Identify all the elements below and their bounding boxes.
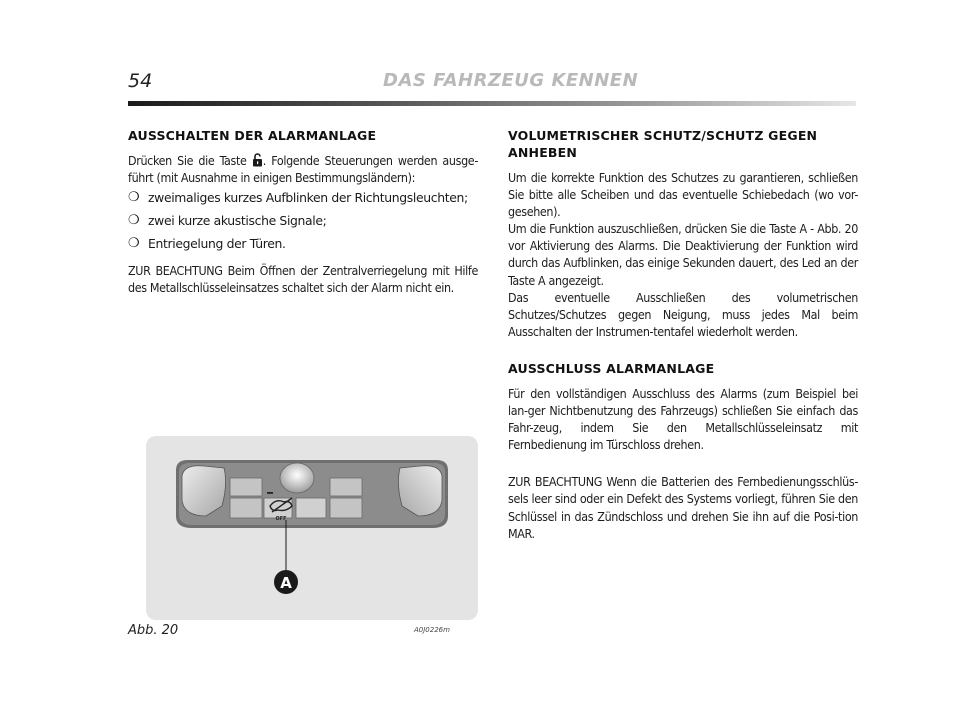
lock-open-icon [252, 153, 263, 167]
bullet-symbol: ❍ [128, 190, 140, 206]
paragraph: Um die korrekte Funktion des Schutzes zu garantieren, schließen Sie bitte alle Scheiben und das eventuelle Schiebedach (wo vor-gesehen). [508, 170, 858, 220]
running-head: DAS FAHRZEUG KENNEN [383, 70, 639, 91]
figure-caption: Abb. 20 [128, 623, 179, 638]
figure-code: A0J0226m [414, 626, 450, 634]
list-item-text: zweimaliges kurzes Aufblinken der Richtungsleuchten; [148, 190, 468, 206]
paragraph: Um die Funktion auszuschließen, drücken Sie die Taste A - Abb. 20 vor Aktivierung des Alarms. Die Deaktivierung der Funktion wird durch das Aufblinken, das einige Sekunden dauert, des Led an der Taste A angezeigt. [508, 221, 858, 288]
intro-paragraph [128, 152, 478, 186]
right-column [508, 127, 858, 542]
note-paragraph: ZUR BEACHTUNG Beim Öffnen der Zentralverriegelung mit Hilfe des Metallschlüsseleinsatzes schaltet sich der Alarm nicht ein. [128, 263, 478, 296]
header-rule [128, 101, 856, 106]
list-item-text: Entriegelung der Türen. [148, 236, 286, 252]
note-paragraph: ZUR BEACHTUNG Wenn die Batterien des Fernbedienungsschlüs-sels leer sind oder ein Defekt des Systems vorliegt, führen Sie den Schlüssel in das Zündschloss und drehen Sie ihn auf die Posi-tion MAR. [508, 474, 858, 541]
list-item [128, 189, 478, 206]
paragraph: Das eventuelle Ausschließen des volumetrischen Schutzes/Schutzes gegen Neigung, muss jedes Mal beim Ausschalten der Instrumen-tentafel wiederholt werden. [508, 289, 858, 339]
intro-text-after-icon: . Folgende Steuerungen werden ausge-führt (mit Ausnahme in einigen Bestimmungsländern): [128, 153, 478, 186]
callout-label: A [280, 574, 292, 592]
section-heading-alarm-exclusion: AUSSCHLUSS ALARMANLAGE [508, 360, 715, 376]
figure-roof-console [146, 436, 478, 620]
paragraph: Für den vollständigen Ausschluss des Alarms (zum Beispiel bei lan-ger Nichtbenutzung des Fahrzeugs) schließen Sie einfach das Fahr-zeug, indem Sie den Metallschlüsseleinsatz mit Fernbedienung im Türschloss drehen. [508, 385, 858, 453]
page-number: 54 [128, 70, 153, 92]
bullet-list [128, 189, 478, 252]
bullet-symbol: ❍ [128, 236, 140, 252]
off-label: OFF [275, 516, 287, 522]
section-heading-volumetric-protection: VOLUMETRISCHER SCHUTZ/SCHUTZ GEGEN ANHEBEN [508, 128, 818, 160]
left-column [128, 127, 478, 296]
roof-console-illustration [146, 436, 478, 620]
section-heading-deactivate-alarm: AUSSCHALTEN DER ALARMANLAGE [128, 128, 377, 143]
intro-text-before-icon: Drücken Sie die Taste [128, 153, 252, 168]
list-item [128, 212, 478, 229]
bullet-symbol: ❍ [128, 213, 140, 229]
list-item [128, 235, 478, 252]
list-item-text: zwei kurze akustische Signale; [148, 213, 327, 229]
